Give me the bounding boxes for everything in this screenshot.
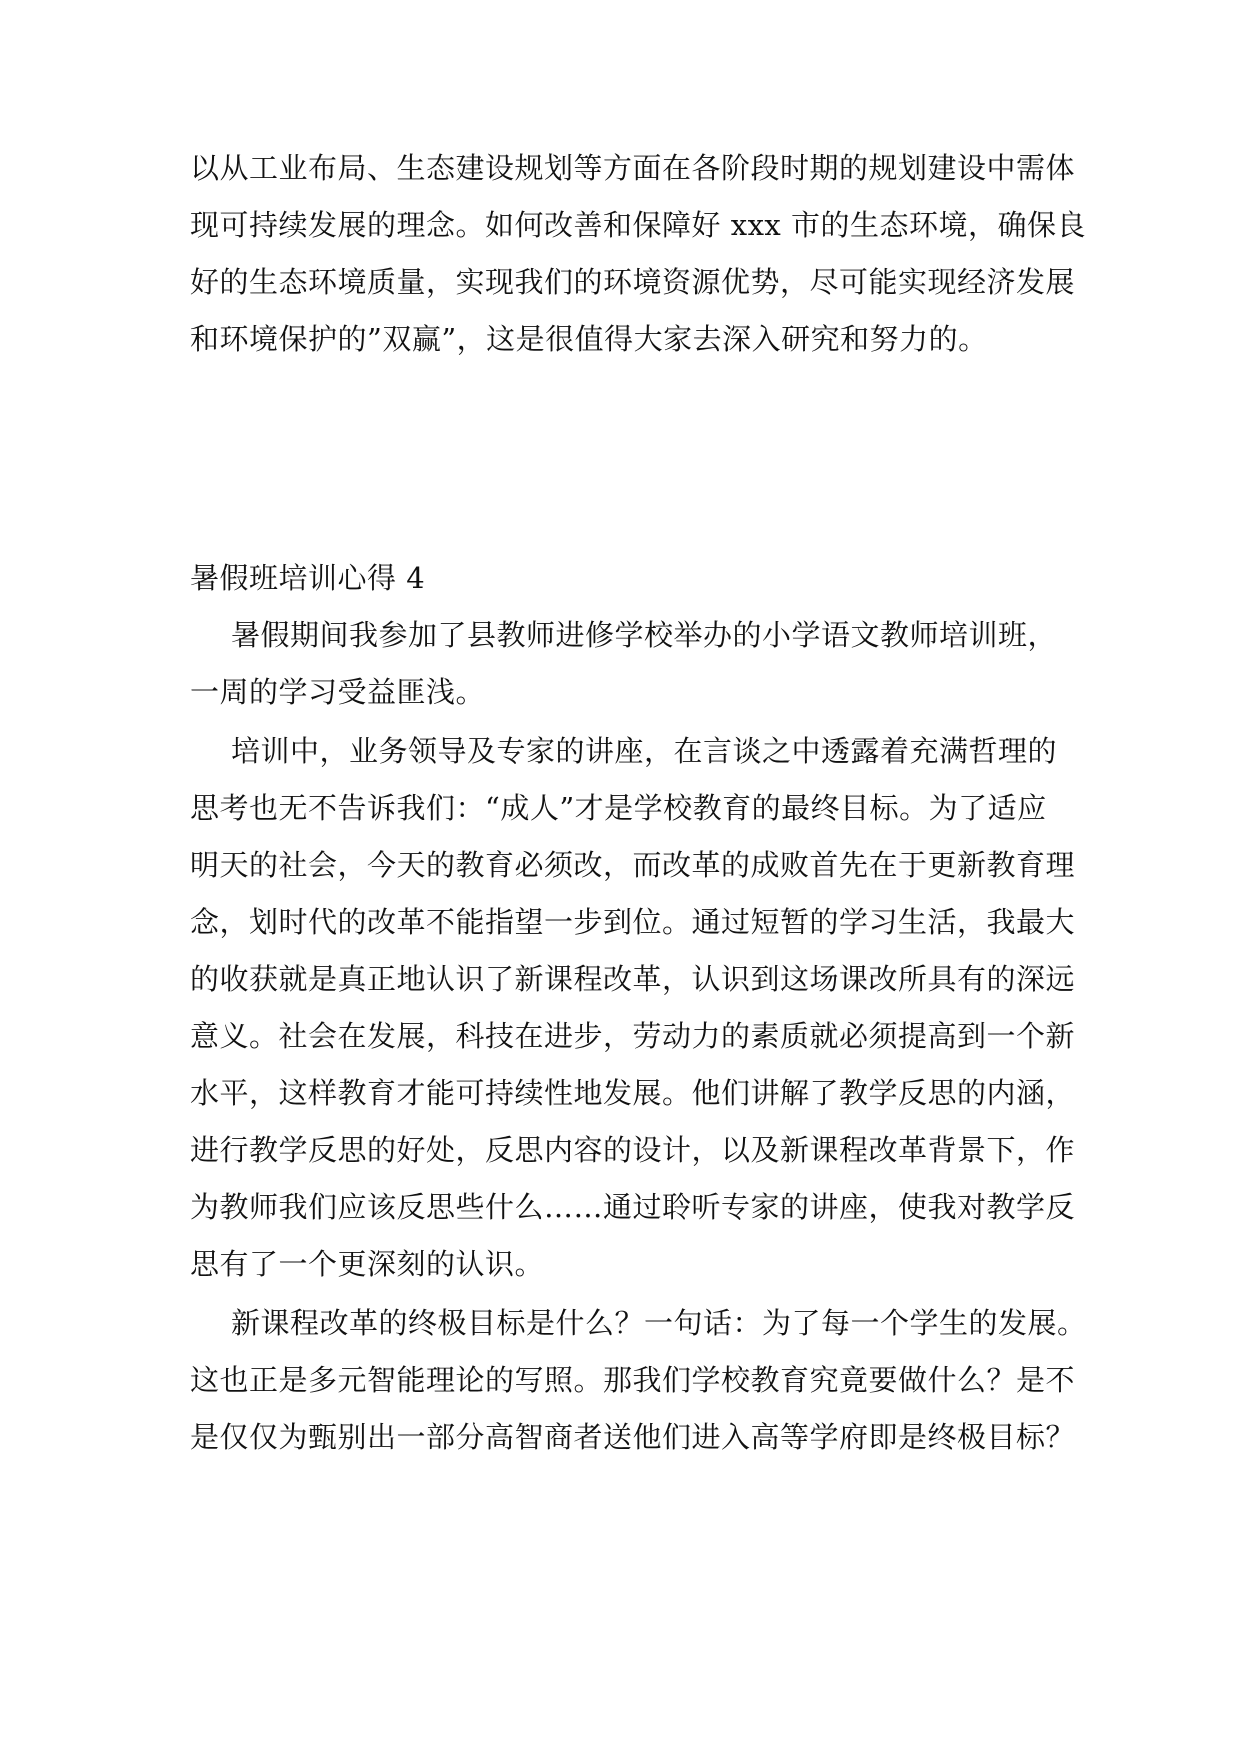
text-line: 为教师我们应该反思些什么……通过聆听专家的讲座，使我对教学反: [190, 1190, 1076, 1224]
text-line: 是仅仅为甄别出一部分高智商者送他们进入高等学府即是终极目标？: [190, 1420, 1076, 1454]
text-line: 一周的学习受益匪浅。: [190, 675, 486, 709]
text-line: 的收获就是真正地认识了新课程改革，认识到这场课改所具有的深远: [190, 962, 1076, 996]
text-line: 现可持续发展的理念。如何改善和保障好 xxx 市的生态环境，确保良: [190, 208, 1087, 242]
section-title: 暑假班培训心得 4: [190, 561, 426, 595]
text-line: 进行教学反思的好处，反思内容的设计，以及新课程改革背景下，作: [190, 1133, 1076, 1167]
text-line: 念，划时代的改革不能指望一步到位。通过短暂的学习生活，我最大: [190, 905, 1076, 939]
text-line: 这也正是多元智能理论的写照。那我们学校教育究竟要做什么？是不: [190, 1363, 1076, 1397]
text-line: 培训中，业务领导及专家的讲座，在言谈之中透露着充满哲理的: [231, 734, 1058, 768]
text-line: 和环境保护的”双赢”，这是很值得大家去深入研究和努力的。: [190, 322, 988, 356]
text-line: 好的生态环境质量，实现我们的环境资源优势，尽可能实现经济发展: [190, 265, 1076, 299]
text-line: 明天的社会，今天的教育必须改，而改革的成败首先在于更新教育理: [190, 848, 1076, 882]
text-line: 思考也无不告诉我们：“成人”才是学校教育的最终目标。为了适应: [190, 791, 1047, 825]
text-line: 思有了一个更深刻的认识。: [190, 1247, 545, 1281]
text-line: 以从工业布局、生态建设规划等方面在各阶段时期的规划建设中需体: [190, 151, 1076, 185]
text-line: 新课程改革的终极目标是什么？一句话：为了每一个学生的发展。: [231, 1306, 1087, 1340]
text-line: 意义。社会在发展，科技在进步，劳动力的素质就必须提高到一个新: [190, 1019, 1076, 1053]
text-line: 暑假期间我参加了县教师进修学校举办的小学语文教师培训班，: [231, 618, 1058, 652]
text-line: 水平，这样教育才能可持续性地发展。他们讲解了教学反思的内涵，: [190, 1076, 1076, 1110]
